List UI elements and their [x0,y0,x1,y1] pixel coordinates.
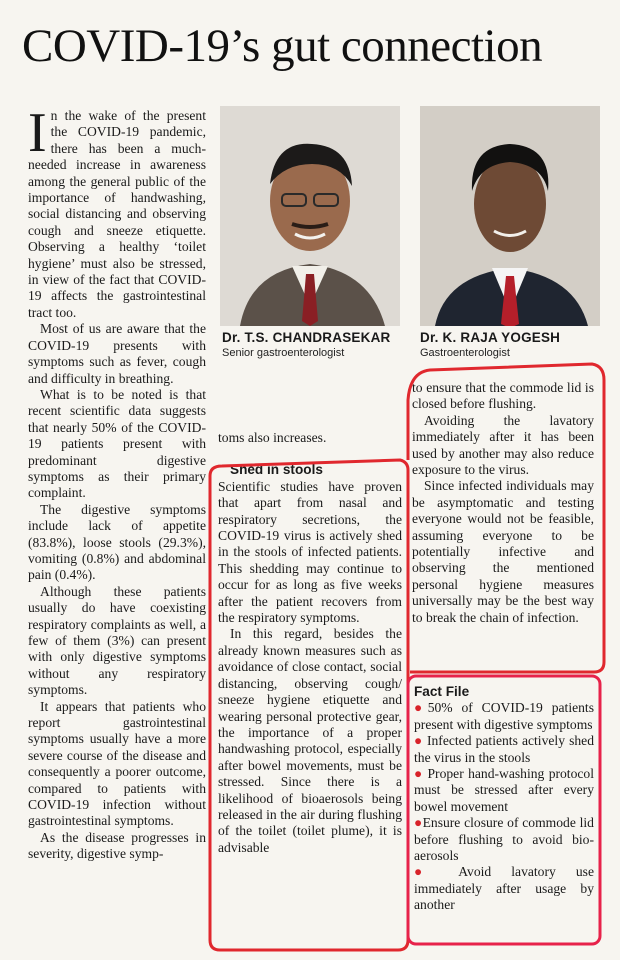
paragraph: It appears that patients who report gastrointestinal symptoms usually have a more severe course of the disease and consequently a poorer outcome, compared to patients with COVID-19 infection without gastrointestinal symptoms. [28,698,206,829]
paragraph: The digestive symptoms include lack of appetite (83.8%), loose stools (29.3%), vomiting (0.8%) and abdominal pain (0.4%). [28,501,206,583]
bullet-icon: ● [414,766,428,782]
paragraph: In this regard, besides the already known measures such as avoidance of close contact, social distancing, observing cough/ sneeze hygiene etiquette and wearing personal protective gear, the importance of a proper handwashing protocol, especially after bowel movements, must be stressed. Since there is a likelihood of bioaerosols being released in the air during flushing of the toilet (toilet plume), it is advisable [218,626,402,855]
bullet-icon: ● [414,864,459,880]
intro-text: n the wake of the present the COVID-19 pandemic, there has been a much-needed increase in awareness among the general public of the importance of handwashing, social distancing and observing cough and sneeze etiquette. Observing a healthy ‘toilet hygiene’ must also be stressed, in view of the fact that COVID-19 affects the gastrointestinal tract too. [28,108,206,320]
section-subhead: Shed in stools [230,462,323,478]
doctor-name-1: Dr. T.S. CHANDRASEKAR [222,330,391,345]
paragraph: Avoiding the lavatory immediately after it has been used by another may also reduce exposure to the virus. [412,412,594,478]
paragraph: What is to be noted is that recent scientific data suggests that nearly 50% of the COVID-19 patients present with predominant digestive symptoms as their primary complaint. [28,386,206,501]
headline: COVID-19’s gut connection [22,20,543,72]
doctor-name-2: Dr. K. RAJA YOGESH [420,330,561,345]
fact-text: Ensure closure of commode lid before flushing to avoid bio-aerosols [414,815,594,864]
paragraph: Although these patients usually do have coexisting respiratory complaints as well, a few of them (3%) can present with only digestive symptoms without any respiratory symptoms. [28,583,206,698]
fact-file-title: Fact File [414,684,470,699]
doctor-role-2: Gastroenterologist [420,347,510,359]
fact-text: 50% of COVID-19 patients present with digestive symptoms [414,700,594,732]
paragraph: Scientific studies have proven that apart from nasal and respiratory secretions, the COVID-19 virus is actively shed in the stools of infected patients. This shedding may continue to occur for as long as five weeks after the patient recovers from the respiratory symptoms. [218,478,402,626]
dropcap: I [28,102,47,164]
pink-factfile-outline [408,676,600,944]
fact-text: Avoid lavatory use immediately after usage by another [414,864,595,913]
bullet-icon: ● [414,700,428,716]
paragraph: to ensure that the commode lid is closed before flushing. [412,380,594,412]
paragraph: Most of us are aware that the COVID-19 presents with symptoms such as fever, cough and difficulty in breathing. [28,321,206,386]
paragraph: toms also increases. [218,430,327,445]
paragraph: Since infected individuals may be asymptomatic and testing everyone would not be feasible, assuming everyone to be potentially infective and observing the mentioned personal hygiene measures universally may be the best way to break the chain of infection. [412,478,594,625]
bullet-icon: ● [414,815,423,831]
fact-text: Proper hand-washing protocol must be stressed after every bowel movement [414,766,594,814]
doctor-role-1: Senior gastroenterologist [222,347,345,359]
fact-text: Infected patients actively shed the virus in the stools [414,733,594,765]
bullet-icon: ● [414,733,427,749]
paragraph: As the disease progresses in severity, digestive symp- [28,829,206,862]
